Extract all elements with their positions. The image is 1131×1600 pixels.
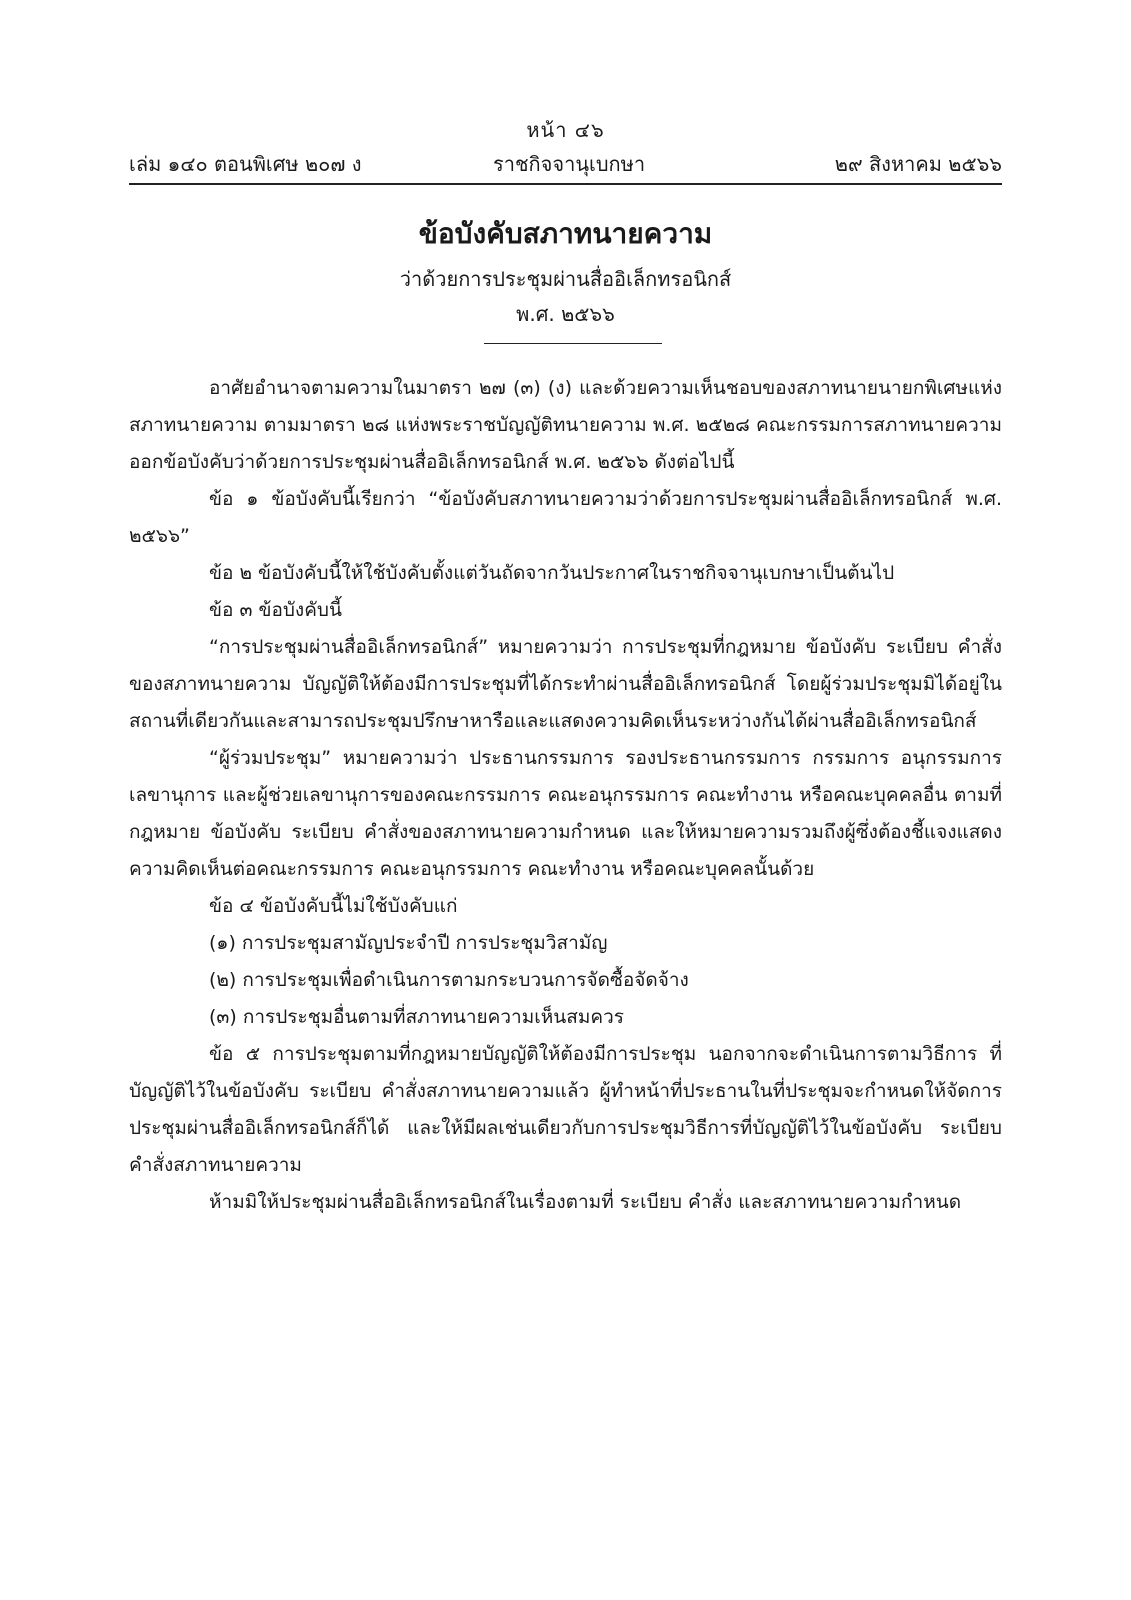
definition-participant: “ผู้ร่วมประชุม” หมายความว่า ประธานกรรมการ รองประธานกรรมการ กรรมการ อนุกรรมการ เลขานุการ และผู้ช่วยเลขานุการของคณะกรรมการ คณะอนุกรรมการ คณะทำงาน หรือคณะบุคคลอื่น ตามที่กฎหมาย ข้อบังคับ ระเบียบ คำสั่งของสภาทนายความกำหนด และให้หมายความรวมถึงผู้ซึ่งต้องชี้แจงแสดงความคิดเห็นต่อคณะกรรมการ คณะอนุกรรมการ คณะทำงาน หรือคณะบุคคลนั้นด้วย	[129, 747, 1002, 880]
gazette-header	[129, 148, 1002, 178]
clause-2: ข้อ ๒ ข้อบังคับนี้ให้ใช้บังคับตั้งแต่วันถัดจากวันประกาศในราชกิจจานุเบกษาเป็นต้นไป	[209, 562, 895, 584]
definition-electronic-meeting: “การประชุมผ่านสื่ออิเล็กทรอนิกส์” หมายความว่า การประชุมที่กฎหมาย ข้อบังคับ ระเบียบ คำสั่งของสภาทนายความ บัญญัติให้ต้องมีการประชุมที่ได้กระทำผ่านสื่ออิเล็กทรอนิกส์ โดยผู้ร่วมประชุมมิได้อยู่ในสถานที่เดียวกันและสามารถประชุมปรึกษาหารือและแสดงความคิดเห็นระหว่างกันได้ผ่านสื่ออิเล็กทรอนิกส์	[129, 636, 1002, 732]
clause-4-item-2: (๒) การประชุมเพื่อดำเนินการตามกระบวนการจัดซื้อจัดจ้าง	[209, 969, 689, 991]
clause-5: ข้อ ๕ การประชุมตามที่กฎหมายบัญญัติให้ต้องมีการประชุม นอกจากจะดำเนินการตามวิธีการ ที่บัญญัติไว้ในข้อบังคับ ระเบียบ คำสั่งสภาทนายความแล้ว ผู้ทำหน้าที่ประธานในที่ประชุมจะกำหนดให้จัดการประชุมผ่านสื่ออิเล็กทรอนิกส์ก็ได้ และให้มีผลเช่นเดียวกับการประชุมวิธีการที่บัญญัติไว้ในข้อบังคับ ระเบียบ คำสั่งสภาทนายความ	[129, 1043, 1002, 1176]
document-title: ข้อบังคับสภาทนายความ	[418, 217, 713, 250]
title-divider	[484, 343, 662, 344]
clause-5-prohibition: ห้ามมิให้ประชุมผ่านสื่ออิเล็กทรอนิกส์ในเรื่องตามที่ ระเบียบ คำสั่ง และสภาทนายความกำหนด	[209, 1191, 962, 1213]
volume-issue: เล่ม ๑๔๐ ตอนพิเศษ ๒๐๗ ง	[129, 152, 362, 176]
clause-1: ข้อ ๑ ข้อบังคับนี้เรียกว่า “ข้อบังคับสภาทนายความว่าด้วยการประชุมผ่านสื่ออิเล็กทรอนิกส์ พ.ศ. ๒๕๖๖”	[129, 488, 1002, 547]
gazette-name: ราชกิจจานุเบกษา	[493, 152, 646, 176]
document-year: พ.ศ. ๒๕๖๖	[516, 302, 615, 326]
document-subtitle: ว่าด้วยการประชุมผ่านสื่ออิเล็กทรอนิกส์	[399, 267, 732, 291]
clause-3: ข้อ ๓ ข้อบังคับนี้	[209, 599, 342, 621]
header-divider	[129, 183, 1002, 185]
page-number: หน้า ๔๖	[526, 118, 605, 142]
clause-4-item-3: (๓) การประชุมอื่นตามที่สภาทนายความเห็นสมควร	[209, 1006, 624, 1028]
preamble-paragraph: อาศัยอำนาจตามความในมาตรา ๒๗ (๓) (ง) และด้วยความเห็นชอบของสภาทนายนายกพิเศษแห่งสภาทนายความ ตามมาตรา ๒๘ แห่งพระราชบัญญัติทนายความ พ.ศ. ๒๕๒๘ คณะกรรมการสภาทนายความออกข้อบังคับว่าด้วยการประชุมผ่านสื่ออิเล็กทรอนิกส์ พ.ศ. ๒๕๖๖ ดังต่อไปนี้	[129, 377, 1002, 473]
publication-date: ๒๙ สิงหาคม ๒๕๖๖	[834, 152, 1002, 176]
clause-4-item-1: (๑) การประชุมสามัญประจำปี การประชุมวิสามัญ	[209, 932, 608, 954]
document-body	[129, 370, 1002, 1221]
clause-4: ข้อ ๔ ข้อบังคับนี้ไม่ใช้บังคับแก่	[209, 895, 458, 917]
